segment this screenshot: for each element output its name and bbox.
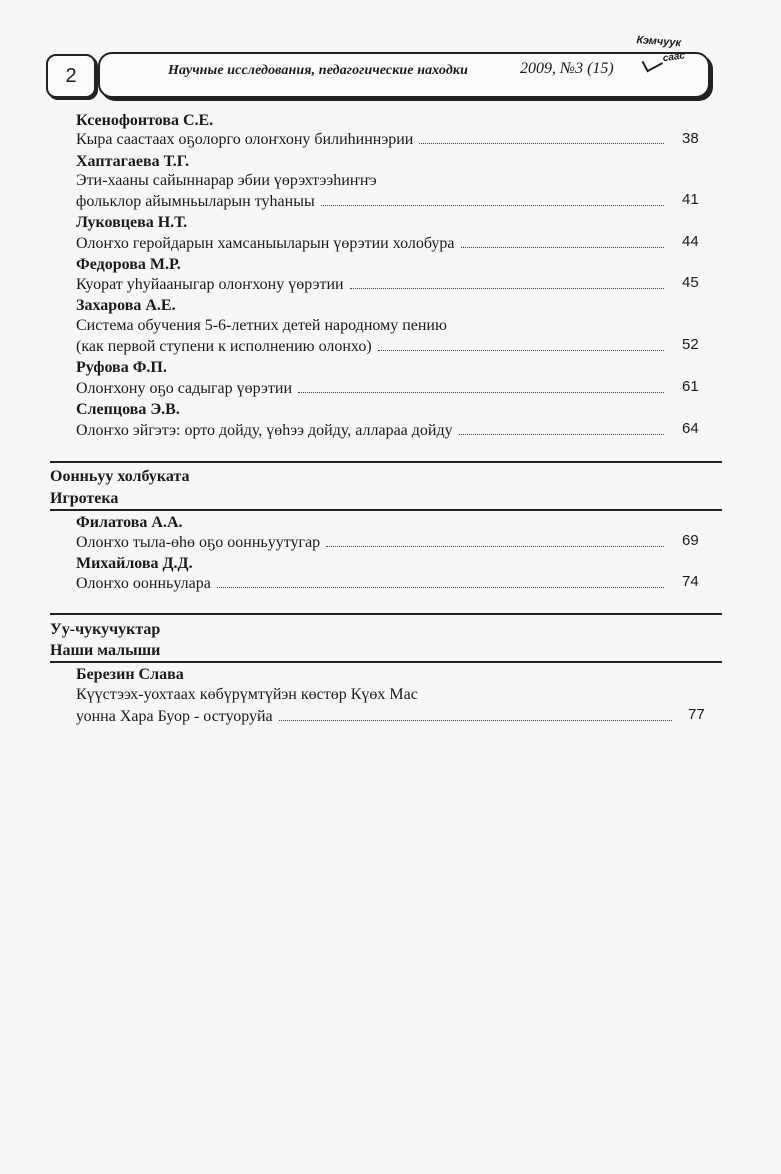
toc-entry-title: фольклор айымньыларын туһаныы [76,193,315,210]
leader-dots [461,246,664,248]
leader-dots [378,349,664,351]
issue-label: 2009, №3 (15) [520,60,614,77]
toc-entry-title: Олоҥхо тыла-өһө оҕо оонньуутугар [76,534,321,551]
logo-text-top: Кэмчуук [636,34,682,50]
toc-entry [76,575,670,593]
leader-dots [419,142,664,144]
toc-entry [76,380,670,398]
journal-title: Научные исследования, педагогические находки [168,63,468,78]
toc-page: 77 [688,706,705,723]
toc-entry-title: уонна Хара Буор - остуоруйа [76,708,273,725]
page-number-box [46,54,96,98]
section-divider [50,461,722,463]
toc-author: Филатова А.А. [76,514,183,531]
toc-page: 41 [682,191,699,208]
toc-entry [76,131,670,149]
toc-author: Руфова Ф.П. [76,359,167,376]
leader-dots [326,545,664,547]
toc-entry-title: Күүстээх-уохтаах көбүрүмтүйэн көстөр Күөх Мас [76,686,418,703]
toc-entry [76,235,670,253]
toc-author: Луковцева Н.Т. [76,214,188,231]
section-heading: Наши малыши [50,642,161,659]
leader-dots [459,433,664,435]
toc-entry [76,276,670,294]
toc-entry-title: Олоҥхо эйгэтэ: орто дойду, үөһээ дойду, аллараа дойду [76,422,453,439]
section-divider [50,509,722,511]
toc-page: 61 [682,378,699,395]
toc-page: 52 [682,336,699,353]
toc-page: 74 [682,573,699,590]
toc-entry-title: Олоҥхо оонньулара [76,575,211,592]
leader-dots [217,586,664,588]
toc-entry-title: Система обучения 5-6-летних детей народному пению [76,317,447,334]
toc-author: Слепцова Э.В. [76,401,180,418]
toc-entry-title: Кыра саастаах оҕолорго олоҥхону билиһиннэрии [76,131,414,148]
toc-author: Федорова М.Р. [76,256,181,273]
toc-entry-title: (как первой ступени к исполнению олонхо) [76,338,372,355]
toc-entry-title: Олоҥхо геройдарын хамсаныыларын үөрэтии холобура [76,235,455,252]
toc-author: Ксенофонтова С.Е. [76,112,214,129]
leader-dots [350,287,664,289]
toc-entry-title: Олоҥхону оҕо садыгар үөрэтии [76,380,293,397]
logo-mark-icon [642,53,664,72]
toc-author: Хаптагаева Т.Г. [76,153,190,170]
section-divider [50,661,722,663]
toc-page: 69 [682,532,699,549]
toc-entry [76,193,670,211]
leader-dots [298,391,664,393]
toc-entry-title: Куорат уһуйааныгар олоҥхону үөрэтии [76,276,344,293]
leader-dots [321,204,664,206]
leader-dots [279,719,672,721]
section-heading: Уу-чукучуктар [50,621,161,638]
section-heading: Оонньуу холбуката [50,468,190,485]
toc-author: Березин Слава [76,666,184,683]
toc-page: 38 [682,130,699,147]
toc-entry [76,534,670,552]
toc-entry [76,708,678,726]
toc-entry [76,338,670,356]
toc-author: Захарова А.Е. [76,297,176,314]
toc-page: 44 [682,233,699,250]
toc-page: 45 [682,274,699,291]
page-number: 2 [65,64,77,87]
logo-text-bottom: саас [662,50,686,65]
section-heading: Игротека [50,490,119,507]
toc-entry [76,422,670,440]
toc-page: 64 [682,420,699,437]
section-divider [50,613,722,615]
toc-entry-title: Эти-хааны сайыннарар эбии үөрэхтээһиҥҥэ [76,172,377,189]
toc-author: Михайлова Д.Д. [76,555,193,572]
